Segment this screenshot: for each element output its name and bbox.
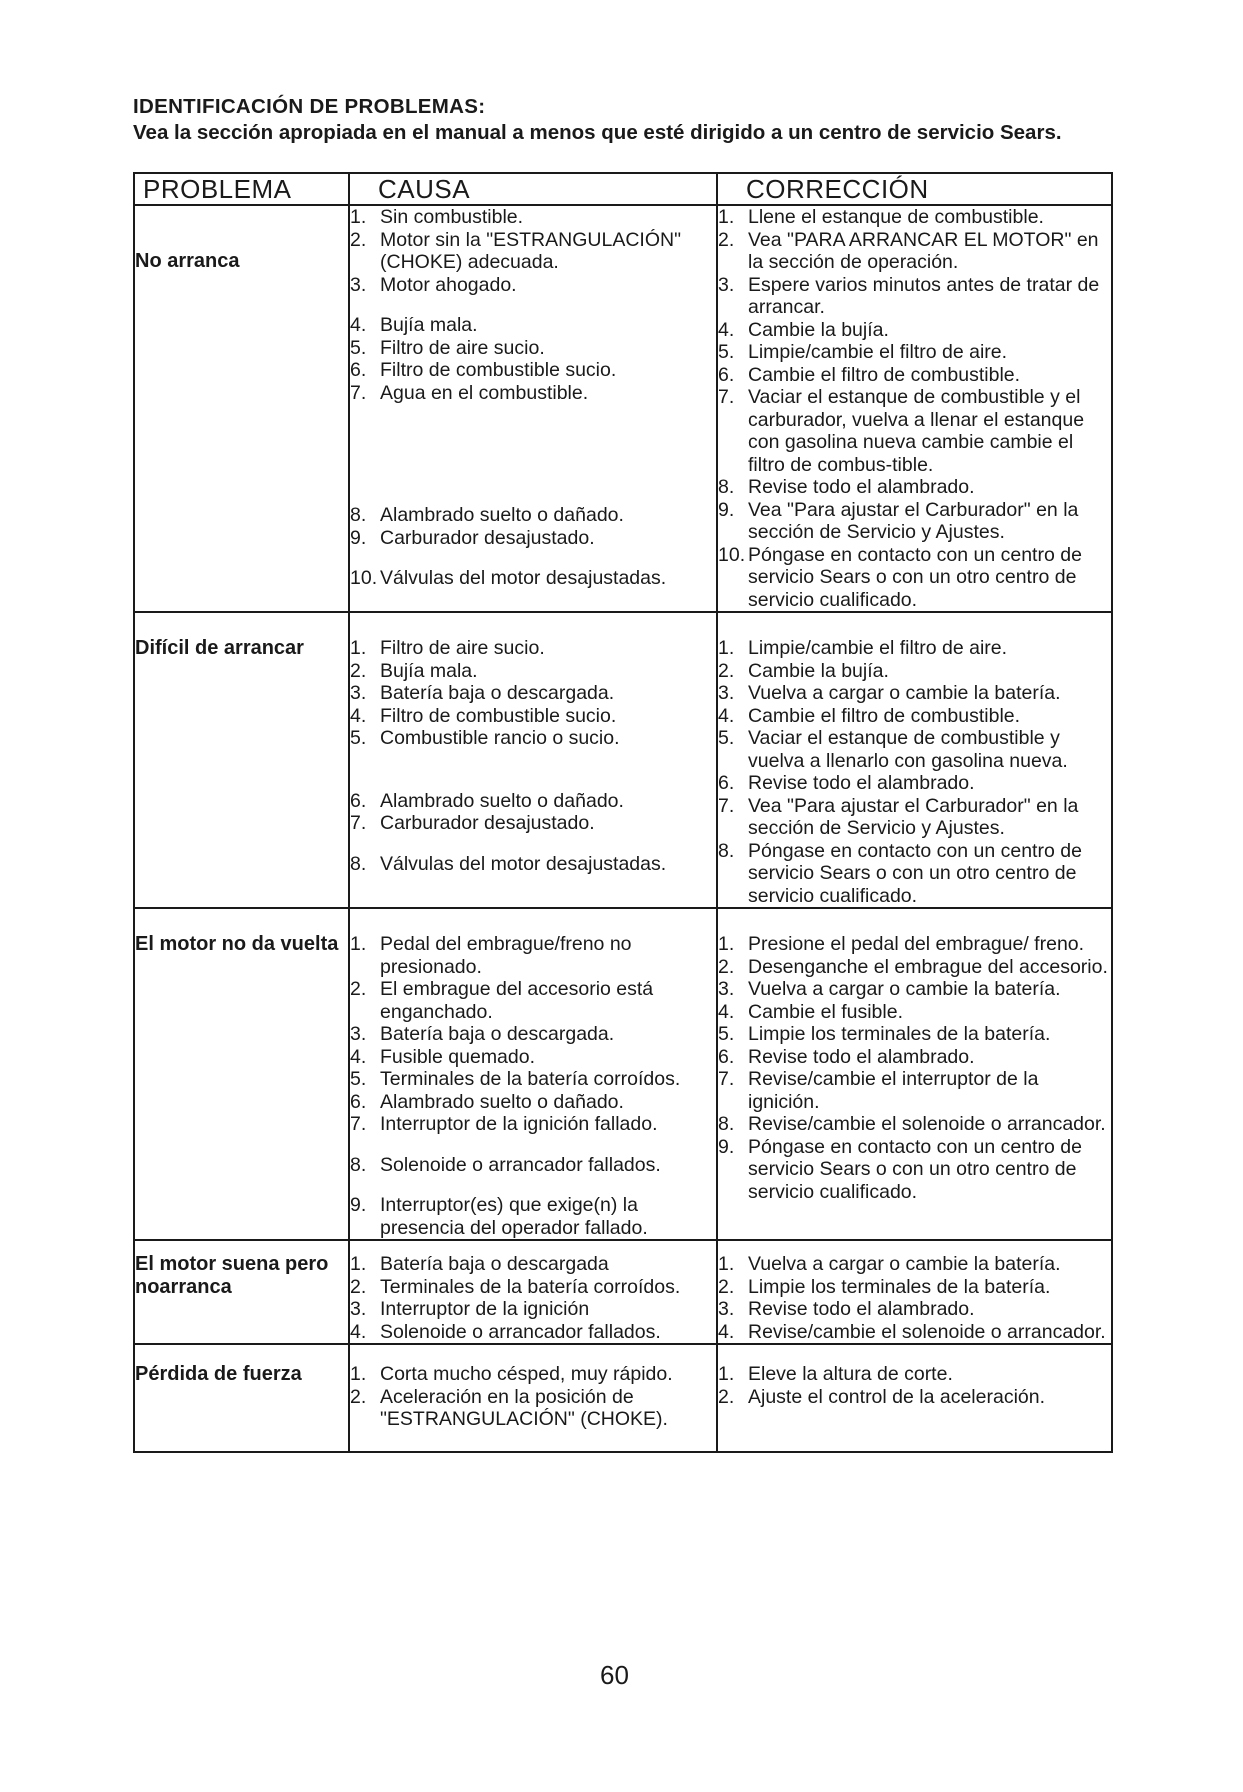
problem-cell: El motor no da vuelta <box>134 908 349 1240</box>
table-row <box>134 1240 1112 1344</box>
list-item: 9. Interruptor(es) que exige(n) la presencia del operador fallado. <box>350 1194 648 1239</box>
list-item: 6. Alambrado suelto o dañado. <box>350 1090 624 1113</box>
list-item: 2. Limpie los terminales de la batería. <box>718 1275 1051 1298</box>
list-item: 3. Revise todo el alambrado. <box>718 1298 975 1320</box>
table-row <box>134 908 1112 1240</box>
cause-cell <box>349 1344 717 1452</box>
table-row <box>134 1344 1112 1452</box>
list-item: 1. Eleve la altura de corte. <box>718 1363 953 1385</box>
list-item: 6. Cambie el filtro de combustible. <box>718 363 1021 386</box>
column-header-correction: CORRECCIÓN <box>717 173 1112 205</box>
list-item: 2. Cambie la bujía. <box>718 659 889 682</box>
list-item: 7. Revise/cambie el interruptor de la ignición. <box>718 1068 1039 1113</box>
list-item: 2. El embrague del accesorio está enganchado. <box>350 978 654 1023</box>
troubleshooting-table <box>133 172 1113 1453</box>
list-item: 4. Cambie el fusible. <box>718 1000 903 1023</box>
list-item: 3. Espere varios minutos antes de tratar de arrancar. <box>718 273 1100 318</box>
list-item: 4. Cambie el filtro de combustible. <box>718 704 1021 727</box>
cause-list <box>350 933 716 1239</box>
list-item: 8. Revise todo el alambrado. <box>718 476 975 498</box>
column-header-problem: PROBLEMA <box>134 173 349 205</box>
correction-cell <box>717 1344 1112 1452</box>
correction-cell <box>717 612 1112 908</box>
problem-cell: Difícil de arrancar <box>134 612 349 908</box>
list-item: 7. Agua en el combustible. <box>350 381 589 404</box>
list-item: 8. Alambrado suelto o dañado. <box>350 504 624 526</box>
list-item: 5. Combustible rancio o sucio. <box>350 727 620 749</box>
correction-list <box>718 206 1111 611</box>
section-subheading: Vea la sección apropiada en el manual a menos que esté dirigido a un centro de servicio Sears. <box>133 121 1062 144</box>
list-item: 1. Corta mucho césped, muy rápido. <box>350 1363 673 1385</box>
list-item: 8. Revise/cambie el solenoide o arrancador. <box>718 1113 1106 1135</box>
list-item: 2. Aceleración en la posición de "ESTRANGULACIÓN" (CHOKE). <box>350 1385 668 1430</box>
cause-cell <box>349 908 717 1240</box>
list-item: 10. Póngase en contacto con un centro de servicio Sears o con un otro centro de servicio cualificado. <box>718 543 1082 611</box>
list-item: 5. Terminales de la batería corroídos. <box>350 1068 681 1090</box>
list-item: 1. Limpie/cambie el filtro de aire. <box>718 637 1008 659</box>
list-item: 1. Pedal del embrague/freno no presionado. <box>350 933 632 978</box>
list-item: 3. Vuelva a cargar o cambie la batería. <box>718 978 1061 1000</box>
correction-cell <box>717 1240 1112 1344</box>
list-item: 3. Batería baja o descargada. <box>350 1023 615 1045</box>
list-item: 9. Póngase en contacto con un centro de servicio Sears o con un otro centro de servicio cualificado. <box>718 1135 1082 1203</box>
section-heading: IDENTIFICACIÓN DE PROBLEMAS: <box>133 95 486 118</box>
list-item: 1. Llene el estanque de combustible. <box>718 206 1044 228</box>
list-item: 1. Sin combustible. <box>350 206 524 228</box>
list-item: 5. Limpie/cambie el filtro de aire. <box>718 341 1008 363</box>
list-item: 5. Vaciar el estanque de combustible y vuelva a llenarlo con gasolina nueva. <box>718 727 1068 772</box>
list-item: 1. Presione el pedal del embrague/ freno. <box>718 933 1085 955</box>
cause-cell <box>349 205 717 612</box>
correction-cell <box>717 908 1112 1240</box>
list-item: 9. Carburador desajustado. <box>350 526 595 549</box>
table-row <box>134 205 1112 612</box>
list-item: 8. Solenoide o arrancador fallados. <box>350 1153 661 1176</box>
list-item: 2. Bujía mala. <box>350 659 478 682</box>
list-item: 4. Bujía mala. <box>350 314 478 336</box>
cause-cell <box>349 612 717 908</box>
list-item: 1. Vuelva a cargar o cambie la batería. <box>718 1253 1061 1275</box>
list-item: 8. Válvulas del motor desajustadas. <box>350 852 667 875</box>
table-header-row <box>134 173 1112 205</box>
list-item: 9. Vea "Para ajustar el Carburador" en la sección de Servicio y Ajustes. <box>718 498 1079 543</box>
column-header-cause: CAUSA <box>349 173 717 205</box>
list-item: 6. Alambrado suelto o dañado. <box>350 789 624 812</box>
correction-cell <box>717 205 1112 612</box>
list-item: 6. Revise todo el alambrado. <box>718 772 975 794</box>
correction-list <box>718 1253 1111 1343</box>
problem-cell: Pérdida de fuerza <box>134 1344 349 1452</box>
cause-list <box>350 637 716 875</box>
list-item: 5. Filtro de aire sucio. <box>350 336 545 359</box>
list-item: 3. Motor ahogado. <box>350 273 517 296</box>
table-row <box>134 612 1112 908</box>
list-item: 2. Ajuste el control de la aceleración. <box>718 1385 1046 1408</box>
correction-list <box>718 637 1111 907</box>
list-item: 2. Desenganche el embrague del accesorio. <box>718 955 1108 978</box>
cause-list <box>350 206 716 590</box>
list-item: 2. Terminales de la batería corroídos. <box>350 1275 681 1298</box>
list-item: 6. Revise todo el alambrado. <box>718 1045 975 1068</box>
list-item: 4. Cambie la bujía. <box>718 318 889 341</box>
list-item: 7. Interruptor de la ignición fallado. <box>350 1113 658 1135</box>
list-item: 7. Vaciar el estanque de combustible y el carburador, vuelva a llenar el estanque con gasolina nueva cambie cambie el filtro de combus-tible. <box>718 386 1085 476</box>
list-item: 4. Filtro de combustible sucio. <box>350 704 617 727</box>
correction-list <box>718 1363 1111 1408</box>
list-item: 3. Interruptor de la ignición <box>350 1298 590 1320</box>
list-item: 8. Póngase en contacto con un centro de servicio Sears o con un otro centro de servicio cualificado. <box>718 839 1082 907</box>
list-item: 7. Vea "Para ajustar el Carburador" en la sección de Servicio y Ajustes. <box>718 794 1079 839</box>
list-item: 3. Vuelva a cargar o cambie la batería. <box>718 682 1061 704</box>
list-item: 1. Batería baja o descargada <box>350 1253 609 1275</box>
page-number: 60 <box>600 1660 629 1690</box>
list-item: 4. Revise/cambie el solenoide o arrancador. <box>718 1320 1106 1343</box>
correction-list <box>718 933 1111 1203</box>
list-item: 7. Carburador desajustado. <box>350 812 595 834</box>
list-item: 10. Válvulas del motor desajustadas. <box>350 567 667 589</box>
problem-cell: El motor suena pero noarranca <box>134 1240 349 1344</box>
list-item: 6. Filtro de combustible sucio. <box>350 359 617 381</box>
cause-cell <box>349 1240 717 1344</box>
cause-list <box>350 1363 716 1431</box>
list-item: 2. Motor sin la "ESTRANGULACIÓN" (CHOKE) adecuada. <box>350 228 681 273</box>
list-item: 2. Vea "PARA ARRANCAR EL MOTOR" en la sección de operación. <box>718 228 1099 273</box>
list-item: 3. Batería baja o descargada. <box>350 682 615 704</box>
list-item: 4. Fusible quemado. <box>350 1045 536 1068</box>
cause-list <box>350 1253 716 1343</box>
list-item: 5. Limpie los terminales de la batería. <box>718 1023 1051 1045</box>
list-item: 1. Filtro de aire sucio. <box>350 637 545 659</box>
problem-cell: No arranca <box>134 205 349 612</box>
list-item: 4. Solenoide o arrancador fallados. <box>350 1320 661 1343</box>
